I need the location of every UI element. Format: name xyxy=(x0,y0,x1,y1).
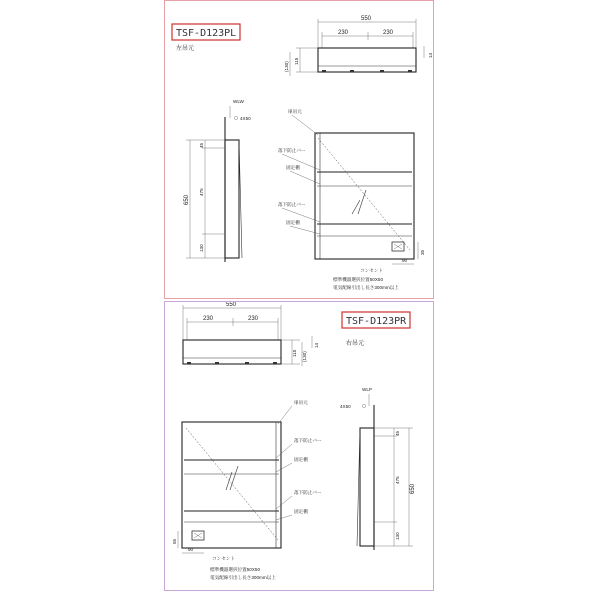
top-callout-shelf1: 固定棚 xyxy=(286,165,300,170)
top-note2: 電気配線引出し長さ300mm以上 xyxy=(333,285,399,290)
bottom-note1: 標準機器選択位置50X50 xyxy=(210,567,261,572)
bottom-callout-bar2: 落下防止バー xyxy=(294,490,322,495)
top-side-h475: 475 xyxy=(199,188,204,196)
bottom-plan-width: 550 xyxy=(226,302,237,308)
top-hinge-label: 左吊元 xyxy=(176,46,195,52)
bottom-plan-half-a: 230 xyxy=(203,316,214,322)
top-model-text: TSF-D123PL xyxy=(176,28,237,39)
top-side-h45: 45 xyxy=(199,142,204,148)
top-front-d90: 90 xyxy=(402,258,408,263)
bottom-hinge-label: 右吊元 xyxy=(346,341,365,347)
top-note1: 標準機器選択位置50X50 xyxy=(333,277,384,282)
bottom-plan-d130: (130) xyxy=(302,351,307,362)
top-side-view xyxy=(184,99,251,262)
panel-right-hinge xyxy=(164,301,434,591)
bottom-note2: 電気配線引出し長さ300mm以上 xyxy=(210,575,276,580)
bottom-side-h650: 650 xyxy=(410,483,416,494)
top-callout-bar2: 落下防止バー xyxy=(278,202,306,207)
bottom-model-text: TSF-D123PR xyxy=(346,316,407,327)
bottom-plan-half-b: 230 xyxy=(248,316,259,322)
bottom-side-h130: 130 xyxy=(395,532,400,540)
top-callout-bar1: 落下防止バー xyxy=(278,148,306,153)
top-callout-shelf2: 固定棚 xyxy=(286,220,300,225)
bottom-front-d90: 90 xyxy=(188,547,194,552)
bottom-side-screw: 4X50 xyxy=(340,404,351,409)
top-side-wall: WLW xyxy=(233,99,244,104)
top-plan-half-b: 230 xyxy=(383,30,394,36)
top-plan-d130: (130) xyxy=(284,61,289,72)
top-side-h130: 130 xyxy=(199,244,204,252)
bottom-side-wall: WLP xyxy=(362,387,372,392)
top-front-view xyxy=(278,108,425,291)
bottom-callout-shelf1: 固定棚 xyxy=(294,457,308,462)
top-plan-view xyxy=(284,16,433,76)
bottom-callout-hinge: 扉吊元 xyxy=(294,400,308,405)
top-side-h650: 650 xyxy=(184,194,190,205)
bottom-front-d55: 55 xyxy=(172,538,177,544)
top-front-d35: 35 xyxy=(420,249,425,255)
top-callout-hinge: 扉吊元 xyxy=(288,109,302,114)
bottom-outlet-label: コンセント xyxy=(212,556,235,561)
top-model-label xyxy=(172,24,240,40)
top-plan-d115: 115 xyxy=(294,57,299,65)
top-plan-width: 550 xyxy=(361,16,372,22)
top-plan-d14: 14 xyxy=(428,52,433,58)
bottom-side-h475: 475 xyxy=(395,476,400,484)
bottom-plan-d115: 115 xyxy=(292,349,297,357)
bottom-plan-d14: 14 xyxy=(314,342,319,348)
bottom-callout-bar1: 落下防止バー xyxy=(294,438,322,443)
bottom-side-h45: 45 xyxy=(395,430,400,436)
top-plan-half-a: 230 xyxy=(338,30,349,36)
bottom-callout-shelf2: 固定棚 xyxy=(294,509,308,514)
top-side-screw: 4X50 xyxy=(240,116,251,121)
top-outlet-label: コンセント xyxy=(360,268,383,273)
